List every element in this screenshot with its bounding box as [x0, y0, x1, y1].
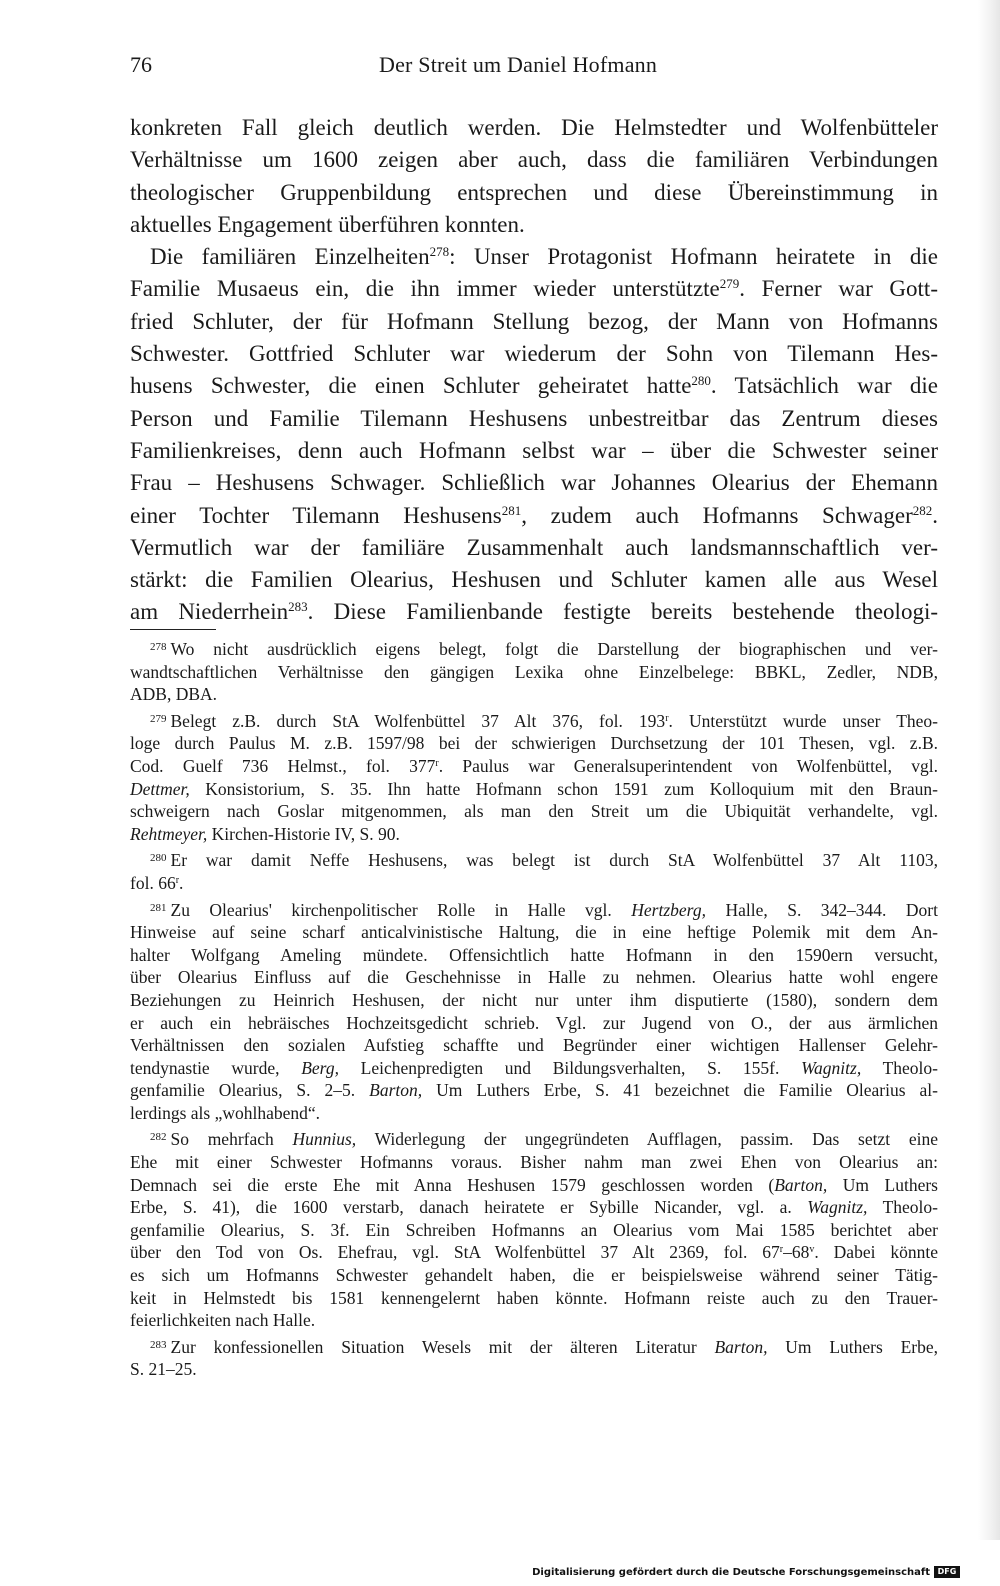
- text-fragment: Belegt z.B. durch StA Wolfenbüttel 37 Alt 376, fol. 193: [170, 710, 666, 731]
- author-name: Hunnius,: [292, 1129, 357, 1150]
- text-fragment: Theolo-: [867, 1197, 938, 1218]
- folio-superscript: r: [665, 712, 669, 724]
- footnote-line: wandtschaftlichen Verhältnisse den gängigen Lexika ohne Einzelbelege: BBKL, Zedler, NDB,: [130, 661, 938, 682]
- footnote-line: [130, 1174, 938, 1197]
- footnote-line: [130, 638, 938, 661]
- text-fragment: Familie Musaeus ein, die ihn immer wieder unterstützte: [130, 276, 720, 302]
- text-fragment: Demnach sei die erste Ehe mit Anna Heshusen 1579 geschlossen worden (: [130, 1174, 775, 1195]
- footnote-line: schweigern nach Goslar mitgenommen, als man den Streit um die Ubiquität verhandelte, vgl.: [130, 801, 938, 822]
- text-fragment: . Unterstützt wurde unser Theo-: [668, 710, 938, 731]
- author-name: Barton,: [369, 1080, 423, 1101]
- page-number: 76: [130, 52, 152, 77]
- folio-superscript: r: [779, 1244, 784, 1256]
- footnote-line: er auch ein hebräisches Hochzeitsgedicht schrieb. Vgl. zur Jugend von O., der aus ärmlichen: [130, 1012, 938, 1033]
- footnote-line: loge durch Paulus M. z.B. 1597/98 bei der schwierigen Durchsetzung der 101 Thesen, vgl. z.B.: [130, 733, 938, 754]
- main-text: [130, 112, 938, 629]
- author-name: Wagnitz,: [801, 1057, 862, 1078]
- footnote-line: Verhältnissen den sozialen Aufstieg schaffte und Begründer einer wichtigen Hallenser Gelehr-: [130, 1035, 938, 1056]
- text-fragment: fol. 66: [130, 872, 176, 893]
- text-line: aktuelles Engagement überführen konnten.: [130, 211, 525, 237]
- text-fragment: : Unser Protagonist Hofmann heiratete in die: [449, 244, 938, 270]
- author-name: Wagnitz,: [807, 1197, 868, 1218]
- footnote-ref[interactable]: 283: [288, 599, 308, 615]
- text-line: Vermutlich war der familiäre Zusammenhalt auch landsmannschaftlich ver-: [130, 534, 938, 560]
- text-fragment: Leichenpredigten und Bildungsverhalten, S. 155f.: [338, 1057, 802, 1078]
- footnote-line: [130, 710, 938, 733]
- footnote-line: [130, 823, 938, 846]
- text-fragment: Um Luthers: [827, 1174, 938, 1195]
- footnote-number: 278: [150, 641, 167, 653]
- footnote-line: lerdings als „wohlhabend“.: [130, 1102, 321, 1123]
- text-line: [130, 273, 938, 305]
- footnote-line: halter Wolfgang Ameling mündete. Offensichtlich hatte Hofmann in den 1590ern versucht,: [130, 944, 938, 965]
- text-line: stärkt: die Familien Olearius, Heshusen und Schluter kamen alle aus Wesel: [130, 567, 938, 593]
- folio-superscript: r: [175, 874, 180, 886]
- author-name: Dettmer,: [130, 778, 190, 799]
- footnote-line: keit in Helmstedt bis 1581 kennengelernt haben könnte. Hofmann reiste auch zu den Trauer-: [130, 1287, 938, 1308]
- author-name: Hertzberg,: [631, 899, 706, 920]
- text-fragment: . Dabei könnte: [814, 1242, 938, 1263]
- footnote-line: [130, 872, 938, 895]
- text-fragment: Wo nicht ausdrücklich eigens belegt, folgt die Darstellung der biographischen und ver-: [170, 639, 938, 659]
- text-line: Verhältnisse um 1600 zeigen aber auch, dass die familiären Verbindungen: [130, 147, 938, 173]
- text-fragment: So mehrfach: [170, 1129, 293, 1150]
- text-fragment: Er war damit Neffe Heshusens, was belegt ist durch StA Wolfenbüttel 37 Alt 1103,: [170, 850, 938, 871]
- page-header: [130, 52, 938, 86]
- text-line: theologischer Gruppenbildung entsprechen und diese Übereinstimmung in: [130, 179, 938, 205]
- text-fragment: am Niederrhein: [130, 599, 289, 625]
- text-fragment: Theolo-: [861, 1057, 938, 1078]
- footnote-281: [130, 899, 938, 1125]
- text-fragment: Halle, S. 342–344. Dort: [705, 899, 938, 920]
- credit-text: Digitalisierung gefördert durch die Deutsche Forschungsgemeinschaft: [532, 1566, 930, 1578]
- footnote-line: über Olearius Einfluss auf die Geschehnisse in Halle zu nehmen. Olearius hatte wohl engere: [130, 967, 938, 988]
- text-fragment: Zur konfessionellen Situation Wesels mit der älteren Literatur: [170, 1336, 715, 1357]
- footnote-number: 279: [150, 712, 167, 725]
- text-fragment: . Diese Familienbande festigte bereits bestehende theologi-: [307, 599, 938, 625]
- footnote-line: [130, 1057, 938, 1080]
- footnote-line: es sich um Hofmanns Schwester gehandelt haben, die er beispielsweise während seiner Tätig-: [130, 1265, 938, 1286]
- footnote-number: 283: [150, 1338, 167, 1351]
- footnote-278: [130, 638, 938, 706]
- running-title: Der Streit um Daniel Hofmann: [379, 52, 658, 77]
- text-line: Schwester. Gottfried Schluter war wiederum der Sohn von Tilemann Hes-: [130, 341, 938, 367]
- footnote-line: S. 21–25.: [130, 1359, 197, 1380]
- text-fragment: genfamilie Olearius, S. 2–5.: [130, 1080, 370, 1101]
- text-line: [130, 596, 938, 628]
- page-edge-shadow: [978, 0, 1000, 1540]
- text-fragment: –68: [783, 1242, 810, 1263]
- footnote-line: feierlichkeiten nach Halle.: [130, 1310, 316, 1331]
- footnote-279: [130, 710, 938, 846]
- text-fragment: . Ferner war Gott-: [739, 276, 938, 302]
- folio-superscript: r: [435, 757, 439, 769]
- text-fragment: Zu Olearius' kirchenpolitischer Rolle in Halle vgl.: [170, 899, 632, 920]
- footnote-separator: [130, 629, 216, 630]
- footnote-line: [130, 1196, 938, 1219]
- text-line: [130, 370, 938, 402]
- footnote-number: 281: [150, 901, 167, 914]
- text-line: Person und Familie Tilemann Heshusens unbestreitbar das Zentrum dieses: [130, 405, 938, 431]
- text-fragment: husens Schwester, die einen Schluter geheiratet hatte: [130, 373, 692, 399]
- footnote-line: Beziehungen zu Heinrich Heshusen, der nicht nur unter ihm disputierte (1580), sondern dem: [130, 989, 938, 1010]
- text-line: fried Schluter, der für Hofmann Stellung bezog, der Mann von Hofmanns: [130, 308, 938, 334]
- footnote-ref[interactable]: 281: [501, 502, 522, 518]
- footnote-number: 280: [150, 852, 167, 865]
- footnote-line: [130, 1241, 938, 1264]
- author-name: Rehtmeyer,: [130, 823, 208, 844]
- footnote-280: [130, 849, 938, 894]
- text-line: konkreten Fall gleich deutlich werden. Die Helmstedter und Wolfenbütteler: [130, 115, 938, 140]
- text-fragment: über den Tod von Os. Ehefrau, vgl. StA Wolfenbüttel 37 Alt 2369, fol. 67: [130, 1242, 780, 1263]
- text-fragment: Erbe, S. 41), die 1600 verstarb, danach heiratete er Sybille Nicander, vgl. a.: [130, 1197, 808, 1218]
- footnote-line: [130, 778, 938, 801]
- text-fragment: Konsistorium, S. 35. Ihn hatte Hofmann schon 1591 zum Kolloquium mit den Braun-: [189, 778, 938, 799]
- footnote-line: [130, 1336, 938, 1359]
- text-fragment: tendynastie wurde,: [130, 1057, 302, 1078]
- text-fragment: . Paulus war Generalsuperintendent von Wolfenbüttel, vgl.: [438, 755, 938, 776]
- text-line: Familienkreises, denn auch Hofmann selbst war – über die Schwester seiner: [130, 437, 938, 463]
- footnote-line: [130, 755, 938, 778]
- text-fragment: . Tatsächlich war die: [710, 373, 938, 399]
- footnote-282: [130, 1128, 938, 1331]
- footnote-ref[interactable]: 280: [691, 373, 711, 389]
- text-fragment: , zudem auch Hofmanns Schwager: [521, 502, 913, 528]
- dfg-logo-icon: DFG: [934, 1566, 960, 1578]
- footnote-ref[interactable]: 282: [912, 502, 933, 518]
- footnote-line: [130, 899, 938, 922]
- text-line: [130, 500, 938, 532]
- text-fragment: Widerlegung der ungegründeten Aufflagen, passim. Das setzt eine: [356, 1129, 938, 1150]
- footnote-ref[interactable]: 278: [429, 244, 450, 260]
- footnote-number: 282: [150, 1131, 167, 1144]
- text-fragment: .: [932, 502, 938, 528]
- footnote-283: [130, 1336, 938, 1381]
- text-line: [130, 241, 938, 273]
- author-name: Barton,: [774, 1174, 828, 1195]
- text-fragment: Cod. Guelf 736 Helmst., fol. 377: [130, 755, 436, 776]
- footnote-line: [130, 849, 938, 872]
- footnotes: [130, 638, 938, 1385]
- footnote-line: [130, 1079, 938, 1102]
- text-fragment: .: [179, 872, 184, 893]
- footnote-line: [130, 1128, 938, 1151]
- footnote-line: genfamilie Olearius, S. 3f. Ein Schreiben Hofmanns an Olearius vom Mai 1585 berichtet aber: [130, 1219, 938, 1240]
- text-fragment: Um Luthers Erbe,: [767, 1336, 938, 1357]
- folio-superscript: v: [809, 1244, 815, 1256]
- text-fragment: Kirchen-Historie IV, S. 90.: [207, 823, 400, 844]
- footnote-line: ADB, DBA.: [130, 684, 218, 705]
- digitization-credit: [532, 1564, 960, 1580]
- text-line: Frau – Heshusens Schwager. Schließlich war Johannes Olearius der Ehemann: [130, 470, 938, 496]
- footnote-line: Ehe mit einer Schwester Hofmanns voraus. Bisher nahm man zwei Ehen von Olearius an:: [130, 1152, 938, 1173]
- author-name: Berg,: [301, 1057, 339, 1078]
- text-fragment: einer Tochter Tilemann Heshusens: [130, 502, 502, 528]
- text-fragment: Um Luthers Erbe, S. 41 bezeichnet die Familie Olearius al-: [422, 1080, 938, 1101]
- footnote-ref[interactable]: 279: [719, 276, 740, 292]
- footnote-line: Hinweise auf seine scharf anticalvinistische Haltung, die in eine heftige Polemik mit dem An-: [130, 922, 938, 943]
- text-fragment: Die familiären Einzelheiten: [150, 244, 430, 270]
- author-name: Barton,: [714, 1336, 768, 1357]
